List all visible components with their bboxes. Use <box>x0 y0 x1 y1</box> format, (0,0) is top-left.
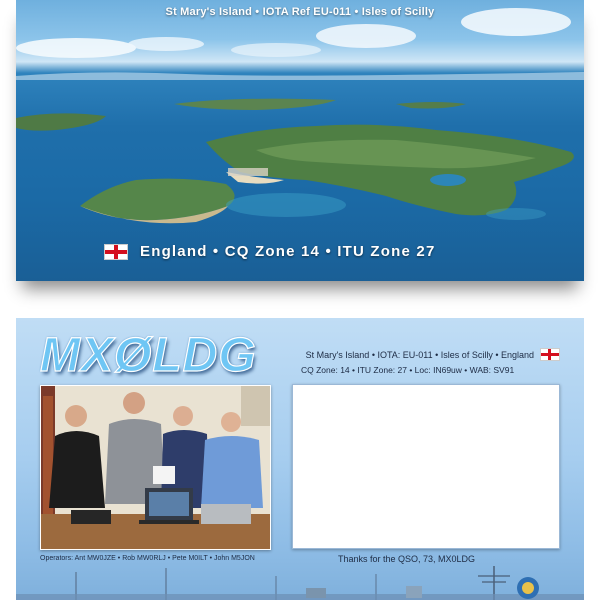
station-info-line2: CQ Zone: 14 • ITU Zone: 27 • Loc: IN69uw • WAB: SV91 <box>301 365 515 375</box>
qso-details-box <box>292 384 560 549</box>
front-bottom-caption-row <box>104 243 436 260</box>
antenna-skyline <box>16 566 584 600</box>
station-info-line1-row <box>306 348 560 361</box>
operators-caption: Operators: Ant MW0JZE • Rob MW0RLJ • Pete M0ILT • John M5JON <box>40 555 255 562</box>
aerial-island-photo <box>16 0 584 281</box>
england-flag-icon <box>104 244 128 260</box>
thanks-message: Thanks for the QSO, 73, MX0LDG <box>338 554 476 564</box>
front-bottom-caption: England • CQ Zone 14 • ITU Zone 27 <box>140 243 436 260</box>
qsl-card-front <box>16 0 584 281</box>
operators-photo <box>40 385 271 550</box>
qsl-card-back <box>16 318 584 600</box>
callsign-logo: MXØLDG <box>40 329 257 382</box>
england-flag-icon <box>540 348 560 361</box>
station-info-line1: St Mary's Island • IOTA: EU-011 • Isles of Scilly • England <box>305 349 534 360</box>
front-top-caption: St Mary's Island • IOTA Ref EU-011 • Isles of Scilly <box>165 6 435 18</box>
